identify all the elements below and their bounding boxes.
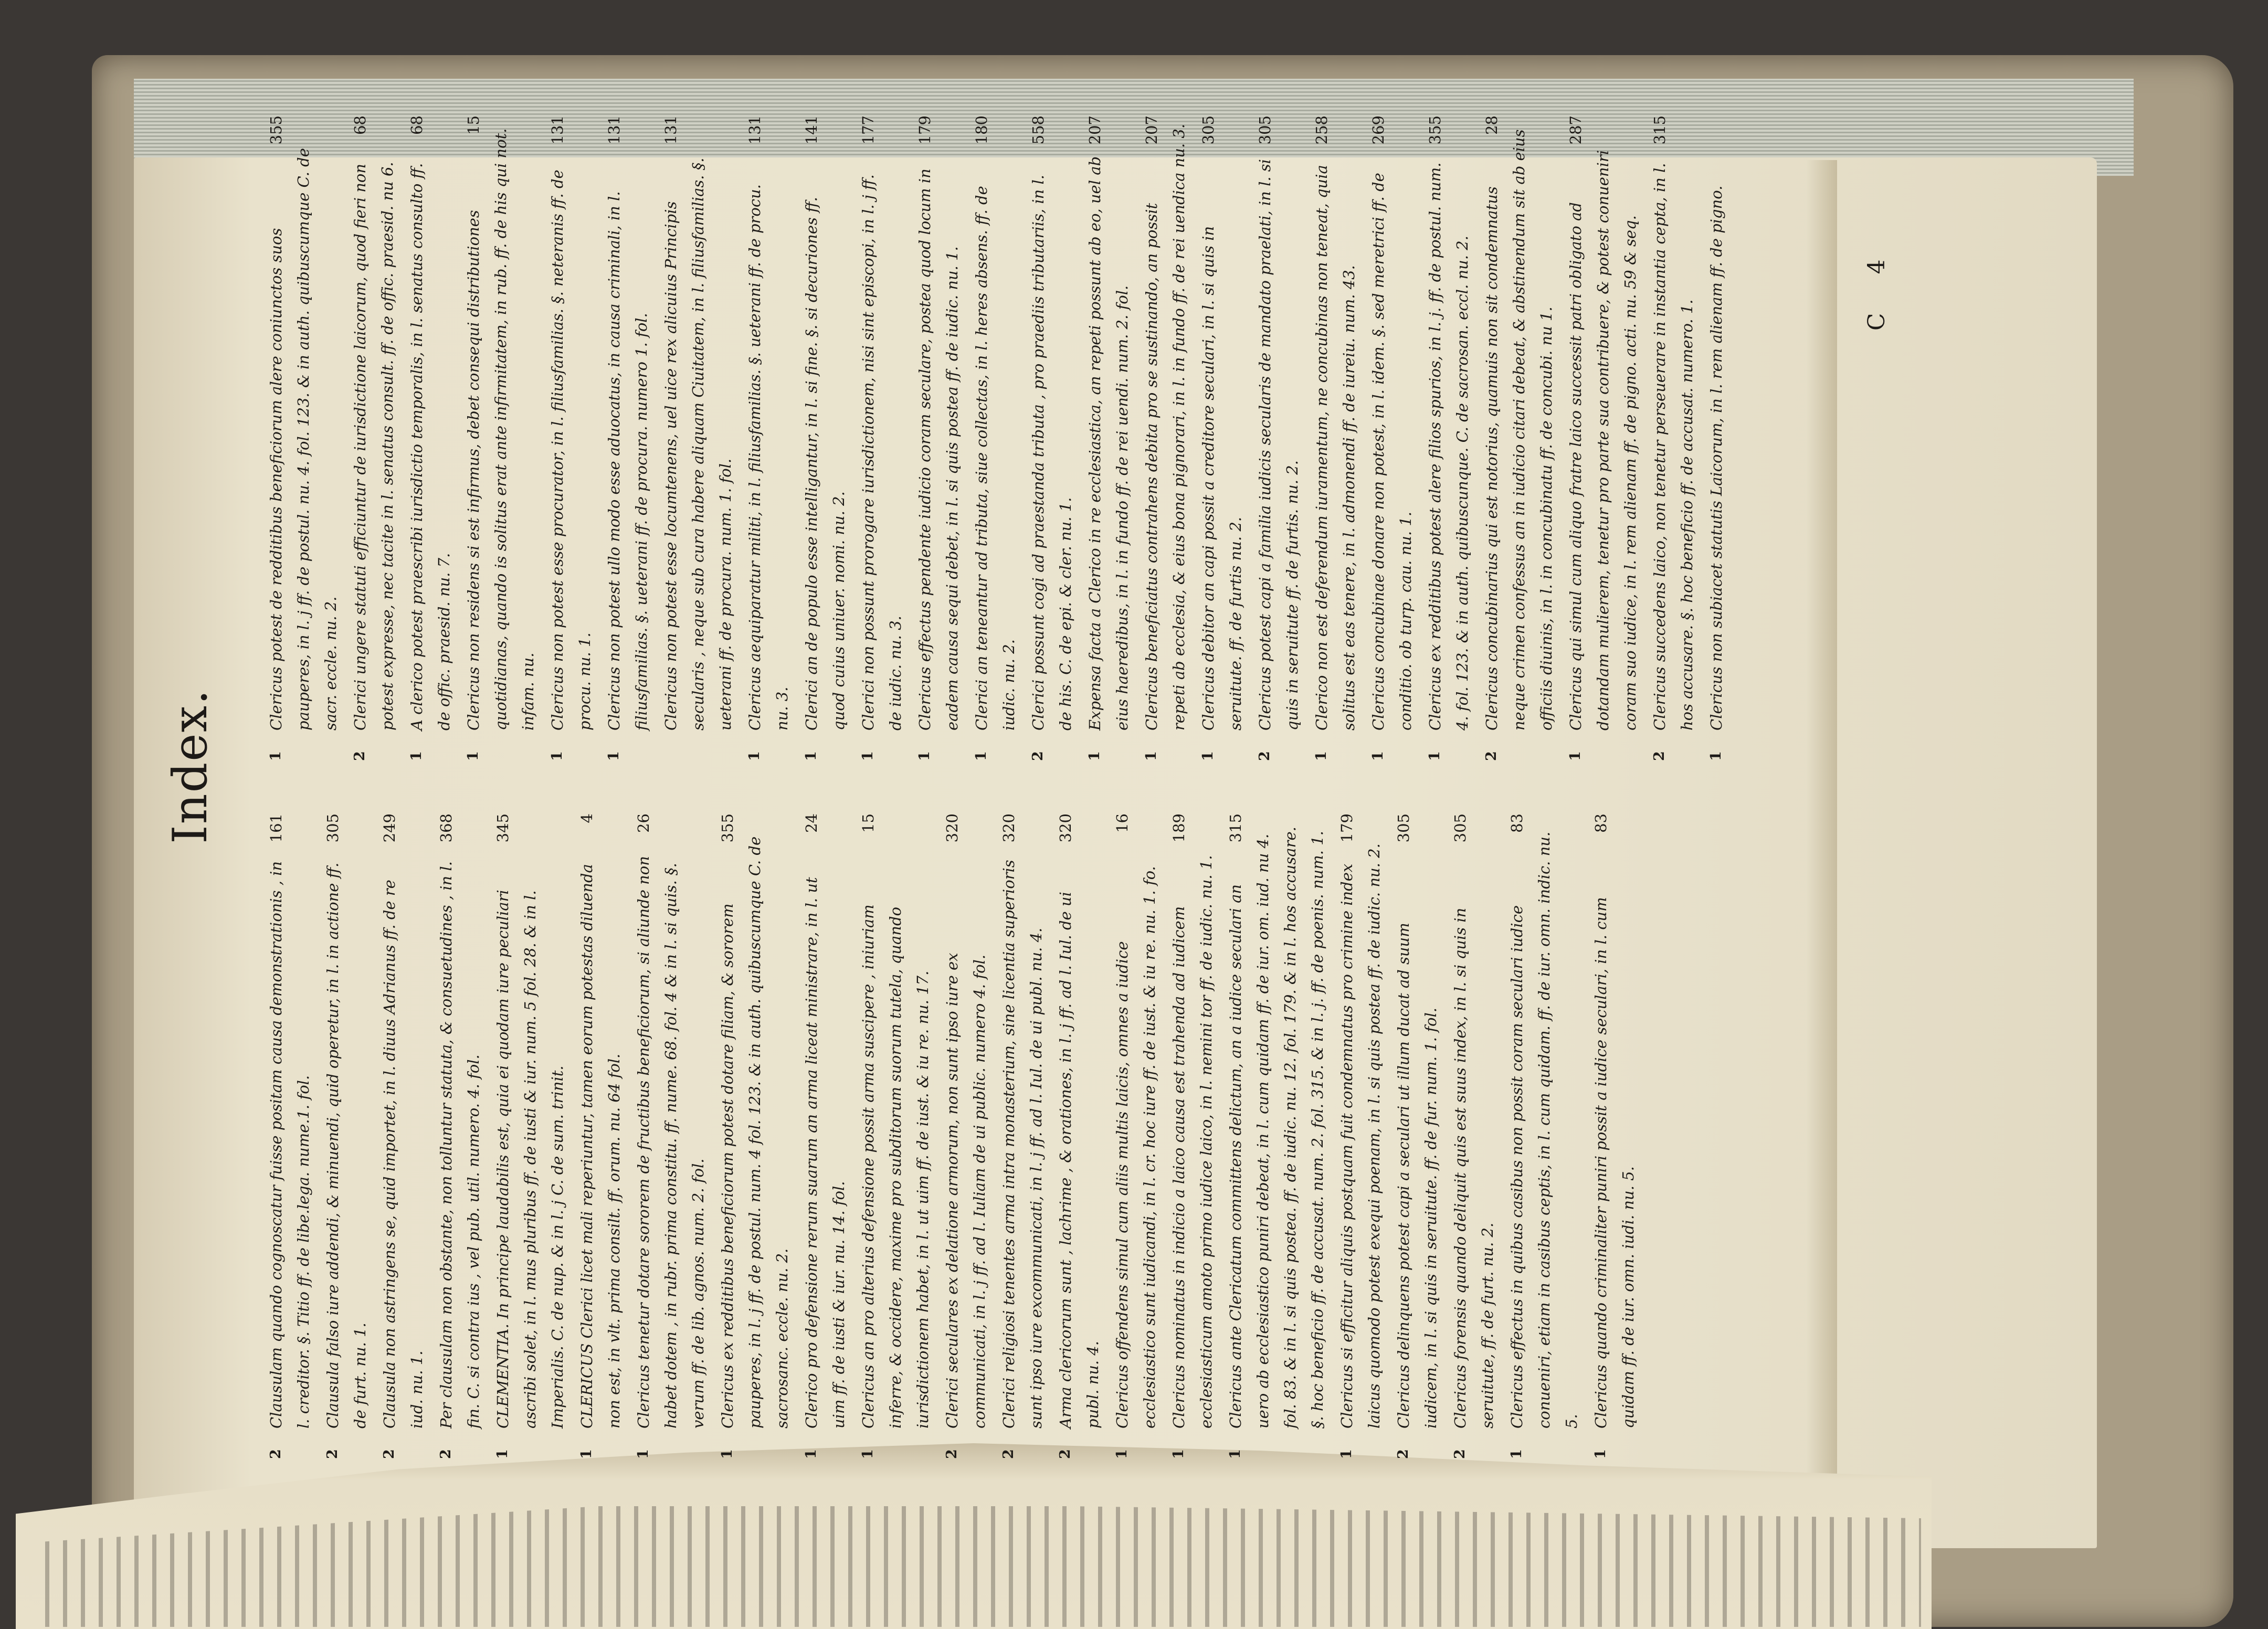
index-entry xyxy=(1447,813,1501,1459)
entry-number: 1 xyxy=(1338,1449,1355,1459)
entry-number: 1 xyxy=(719,1449,735,1459)
index-entry xyxy=(1222,813,1331,1459)
entry-text: Per clausulam non obstante, non tolluntur statuta, & consuetudines , in l. fin. C. si contra ius , vel pub. util. numero. 4. fol. xyxy=(437,861,482,1429)
entry-number: 1 xyxy=(1086,751,1103,761)
index-entry xyxy=(1025,115,1079,761)
index-entry xyxy=(376,813,430,1459)
entry-text: Clericus non potest esse procurator, in l. filiusfamilias. §. neteranis ff. de procu. nu. 1. xyxy=(548,170,594,731)
index-entry xyxy=(403,115,458,761)
page-header: Index. xyxy=(163,689,218,844)
entry-text: Clerici ungere statuti efficiuntur de iurisdictione laicorum, quod fieri non potest expresse, nec tacite in l. senatus consult. ff. de offic. praesid. nu 6. xyxy=(351,162,396,731)
entry-number: 2 xyxy=(352,751,368,761)
entry-page-ref: 180 xyxy=(973,115,990,145)
index-entry xyxy=(1587,813,1642,1459)
entry-number: 2 xyxy=(1257,751,1273,761)
entry-number: 1 xyxy=(1200,751,1216,761)
index-entry xyxy=(1333,813,1388,1459)
entry-page-ref: 345 xyxy=(494,813,512,843)
entry-page-ref: 141 xyxy=(803,115,820,145)
index-entry xyxy=(1308,115,1363,761)
entry-number: 1 xyxy=(746,751,763,761)
entry-number: 1 xyxy=(606,751,622,761)
entry-page-ref: 355 xyxy=(719,813,736,843)
entry-page-ref: 249 xyxy=(381,813,398,843)
index-entry xyxy=(855,115,909,761)
entry-text: Clericus debitor an capi possit a creditore seculari, in l. si quis in seruitute. ff. de furtis nu. 2. xyxy=(1199,226,1244,731)
entry-page-ref: 320 xyxy=(943,813,961,843)
entry-text: A clerico potest praescribi iurisdictio temporalis, in l. senatus consulto ff. de offic. praesid. nu. 7. xyxy=(408,163,453,731)
index-column-right xyxy=(262,115,1732,761)
entry-text: Clericus offendens simul cum aliis multis laicis, omnes a iudice ecclesiastico sunt iudicandi, in l. cr. hoc iure ff. de iust. & iu re. nu. 1. fo. xyxy=(1113,866,1158,1429)
index-entry xyxy=(1421,115,1476,761)
entry-page-ref: 68 xyxy=(408,115,426,135)
index-entry xyxy=(995,813,1050,1459)
index-entry xyxy=(938,813,993,1459)
entry-page-ref: 320 xyxy=(1057,813,1074,843)
index-entry xyxy=(1562,115,1644,761)
entry-number: 1 xyxy=(1708,751,1724,761)
entry-number: 1 xyxy=(465,751,481,761)
index-entry xyxy=(855,813,936,1459)
entry-page-ref: 24 xyxy=(803,813,820,833)
entry-text: Clausulam quando cognoscatur fuisse positam causa demonstrationis , in l. creditor. §. Titio ff. de libe.lega. nume.1. fol. xyxy=(267,861,312,1429)
entry-number: 2 xyxy=(1057,1449,1073,1459)
entry-page-ref: 355 xyxy=(267,115,285,145)
entry-page-ref: 179 xyxy=(916,115,934,145)
index-column-left xyxy=(262,813,1644,1459)
entry-number: 1 xyxy=(803,751,819,761)
entry-number: 1 xyxy=(860,751,876,761)
entry-page-ref: 558 xyxy=(1029,115,1047,145)
entry-page-ref: 131 xyxy=(662,115,680,145)
entry-number: 1 xyxy=(1370,751,1386,761)
entry-number: 1 xyxy=(268,751,284,761)
entry-text: Clericus potest de redditibus beneficiorum alere coniunctos suos pauperes, in l. j ff. de postul. nu. 4. fol. 123. & in auth. quibuscumque C. de sacr. eccle. nu. 2. xyxy=(267,148,340,731)
index-entry xyxy=(262,115,344,761)
entry-page-ref: 305 xyxy=(1199,115,1217,145)
entry-number: 2 xyxy=(1452,1449,1468,1459)
entry-text: Clericus an pro alterius defensione possit arma suscipere , iniuriam inferre, & occidere, maxime pro subditorum suorum tutela, quando iurisdictionem habet, in l. ut uim ff. de iust. & iu re. nu. 17. xyxy=(859,904,932,1429)
index-entry xyxy=(798,813,852,1459)
entry-text: Clericus aequiparatur militi, in l. filiusfamilias. §. ueterani ff. de procu. nu. 3. xyxy=(746,184,791,731)
entry-text: Clericus succedens laico, non tenetur perseuerare in instantia cepta, in l. hos accusare. §. hoc beneficio ff. de accusat. numero. 1. xyxy=(1651,163,1696,731)
entry-text: Clausula falso iure addendi, & minuendi, quid operetur, in l. in actione ff. de furt. nu. 1. xyxy=(324,862,369,1429)
entry-text: Clerico non est deferendum iuramentum, ne concubinas non teneat, quia solitus est eas tenere, in l. admonendi ff. de iureiu. num. 43. xyxy=(1313,165,1358,731)
index-entry xyxy=(460,115,542,761)
entry-page-ref: 131 xyxy=(548,115,566,145)
entry-page-ref: 4 xyxy=(578,813,596,823)
entry-number: 2 xyxy=(1651,751,1668,761)
index-entry xyxy=(262,813,317,1459)
entry-page-ref: 207 xyxy=(1143,115,1161,145)
entry-text: Clausula non astringens se, quid importet, in l. diuus Adrianus ff. de re iud. nu. 1. xyxy=(381,880,426,1429)
index-entry xyxy=(1478,115,1560,761)
entry-page-ref: 16 xyxy=(1113,813,1131,833)
entry-text: Clerico pro defensione rerum suarum an arma liceat ministrare, in l. ut uim ff. de iusti & iur. nu. 14. fol. xyxy=(803,877,848,1429)
entry-page-ref: 179 xyxy=(1338,813,1356,843)
entry-number: 1 xyxy=(549,751,565,761)
entry-text: Clericus non residens si est infirmus, debet consequi distributiones quotidianas, quando is solitus erat ante infirmitatem, in rub. ff. de his qui not. infam. nu. xyxy=(465,128,537,731)
entry-number: 2 xyxy=(1030,751,1046,761)
entry-text: Clericus ante Clericatum committens delictum, an a iudice seculari an uero ab ecclesiastico puniri debeat, in l. cum quidam ff. de iur. om. iud. nu 4. fol. 83. & in l. si quis postea. ff. de iudic. nu. 12. fol. 179. & in l. hos accusare. §. hoc beneficio ff. de accusat. num. 2. fol. 315. & in l. j. ff. de poenis. num. 1. xyxy=(1227,827,1326,1429)
index-entry xyxy=(1503,813,1585,1459)
index-entry xyxy=(911,115,966,761)
index-entry xyxy=(319,813,374,1459)
entry-page-ref: 177 xyxy=(859,115,877,145)
entry-page-ref: 161 xyxy=(267,813,285,843)
entry-text: Clericus non subiacet statutis Laicorum, in l. rem alienam ff. de pigno. xyxy=(1707,185,1725,731)
entry-page-ref: 131 xyxy=(746,115,764,145)
index-entry xyxy=(741,115,796,761)
entry-page-ref: 28 xyxy=(1483,115,1501,135)
entry-page-ref: 305 xyxy=(1451,813,1469,843)
entry-page-ref: 189 xyxy=(1170,813,1188,843)
entry-text: Clericus beneficiatus contrahens debita pro se sustinando, an possit repeti ab ecclesia, & eius bona pignorari, in l. in fundo ff. de rei uendica nu. 3. xyxy=(1143,123,1188,731)
index-entry xyxy=(630,813,712,1459)
entry-text: Clericus qui simul cum aliquo fratre laico successit patri obligato ad dotandam mulierem, tenetur pro parte sua contribuere, & potest conueniri coram suo iudice, in l. rem alienam ff. de pigno. acti. nu. 59 & seq. xyxy=(1567,150,1639,731)
index-entry xyxy=(573,813,628,1459)
entry-number: 1 xyxy=(1567,751,1584,761)
entry-page-ref: 315 xyxy=(1651,115,1669,145)
entry-text: Clericus ex redditibus potest alere filios spurios, in l. j. ff. de postul. num. 4. fol. 123. & in auth. quibuscunque. C. de sacrosan. eccl. nu. 2. xyxy=(1426,162,1471,731)
index-entry xyxy=(1138,115,1193,761)
entry-page-ref: 355 xyxy=(1426,115,1444,145)
entry-number: 2 xyxy=(268,1449,284,1459)
index-entry xyxy=(489,813,571,1459)
entry-text: Clerici religiosi tenentes arma intra monasterium, sine licentia superioris sunt ipso iure excommunicati, in l. j ff. ad l. Iul. de ui publ. nu. 4. xyxy=(1000,860,1045,1429)
entry-number: 1 xyxy=(803,1449,819,1459)
index-entry xyxy=(1165,813,1220,1459)
entry-page-ref: 368 xyxy=(437,813,455,843)
entry-page-ref: 131 xyxy=(605,115,623,145)
entry-number: 1 xyxy=(1313,751,1330,761)
entry-page-ref: 207 xyxy=(1086,115,1104,145)
entry-text: Clerici seculares ex delatione armorum, non sunt ipso iure ex communicati, in l. j ff. ad l. Iuliam de ui public. numero 4. fol. xyxy=(943,953,988,1429)
index-entry xyxy=(714,813,796,1459)
entry-text: Clericus tenetur dotare sororem de fructibus beneficiorum, si aliunde non habet dotem , in rubr. prima constitu. ff. nume. 68. fol. 4 & in l. si quis. §. verum ff. de lib. agnos. num. 2. fol. xyxy=(635,856,707,1429)
index-entry xyxy=(657,115,739,761)
entry-text: Expensa facta a Clerico in re ecclesiastica, an repeti possunt ab eo, uel ab eius haeredibus, in l. in fundo ff. de rei uendi. num. 2. fol. xyxy=(1086,156,1131,731)
entry-page-ref: 68 xyxy=(351,115,369,135)
entry-number: 2 xyxy=(1395,1449,1411,1459)
signature-mark: C 4 xyxy=(1863,244,1890,331)
entry-page-ref: 26 xyxy=(635,813,652,833)
index-entry xyxy=(1109,813,1163,1459)
entry-page-ref: 15 xyxy=(859,813,877,833)
index-entry xyxy=(968,115,1022,761)
entry-number: 1 xyxy=(1170,1449,1187,1459)
previous-page-text-texture xyxy=(31,1506,1921,1627)
entry-number: 1 xyxy=(1592,1449,1609,1459)
entry-number: 1 xyxy=(860,1449,876,1459)
entry-page-ref: 258 xyxy=(1313,115,1331,145)
entry-text: Clerici non possunt prorogare iurisdictionem, nisi sint episcopi, in l. j ff. de iudic. nu. 3. xyxy=(859,174,904,731)
index-page-content xyxy=(157,73,1974,1459)
entry-number: 2 xyxy=(1483,751,1500,761)
entry-number: 1 xyxy=(635,1449,651,1459)
index-entry xyxy=(1703,115,1730,761)
entry-number: 1 xyxy=(916,751,933,761)
entry-text: Clerici possunt cogi ad praestanda tributa , pro praediis tributariis, in l. de his. C. de epi. & cler. nu. 1. xyxy=(1029,175,1074,731)
entry-number: 2 xyxy=(1000,1449,1017,1459)
entry-number: 1 xyxy=(1509,1449,1525,1459)
entry-text: Arma clericorum sunt , lachrime , & orationes, in l. j ff. ad l. Iul. de ui publ. nu. 4. xyxy=(1057,892,1102,1429)
entry-number: 2 xyxy=(944,1449,960,1459)
entry-number: 1 xyxy=(1227,1449,1243,1459)
index-entry xyxy=(798,115,852,761)
entry-text: Clericus ex redditibus beneficiorum potest dotare filiam, & sororem pauperes, in l. j ff. de postul. num. 4 fol. 123. & in auth. quibuscumque C. de sacrosanc. eccle. nu. 2. xyxy=(719,836,791,1429)
index-entry xyxy=(346,115,401,761)
index-entry xyxy=(544,115,598,761)
entry-text: Clericus concubinae donare non potest, in l. idem. §. sed meretrici ff. de conditio. ob turp. cau. nu. 1. xyxy=(1369,173,1415,731)
index-entry xyxy=(1052,813,1106,1459)
entry-text: CLEMENTIA. In principe laudabilis est, quia ei quodam iure peculiari ascribi solet, in l. mus pluribus ff. de iusti & iur. num. 5 fol. 28. & in l. Imperialis. C. de nup. & in l. j C. de sum. trinit. xyxy=(494,890,566,1429)
entry-number: 2 xyxy=(438,1449,454,1459)
entry-text: Clerici an teneantur ad tributa, siue collectas, in l. heres absens. ff. de iudic. nu. 2. xyxy=(973,186,1018,731)
entry-number: 1 xyxy=(408,751,425,761)
entry-page-ref: 320 xyxy=(1000,813,1018,843)
index-entry xyxy=(1646,115,1701,761)
entry-text: Clericus concubinarius qui est notorius, quamuis non sit condemnatus neque crimen confessus an in iudicio citari debeat, & abstinendum sit ab eius officiis diuinis, in l. in concubinatu ff. de concubi. nu 1. xyxy=(1483,129,1555,731)
entry-number: 1 xyxy=(494,1449,511,1459)
entry-text: Clericus quando criminaliter puniri possit a iudice seculari, in l. cum quidam ff. de iur. omn. iudi. nu. 5. xyxy=(1592,897,1637,1429)
entry-number: 1 xyxy=(1114,1449,1130,1459)
index-entry xyxy=(1251,115,1306,761)
entry-number: 2 xyxy=(324,1449,341,1459)
entry-number: 2 xyxy=(381,1449,397,1459)
entry-page-ref: 305 xyxy=(1256,115,1274,145)
entry-text: Clerici an de populo esse intelligantur, in l. si fine. §. si decuriones ff. quod cuius uniuer. nomi. nu. 2. xyxy=(803,197,848,731)
entry-number: 1 xyxy=(1143,751,1159,761)
entry-number: 1 xyxy=(1427,751,1443,761)
entry-text: Clericus si efficitur aliquis postquam fuit condemnatus pro crimine index laicus quomodo potest exequi poenam, in l. si quis postea ff. de iudic. nu. 2. xyxy=(1338,843,1383,1429)
entry-page-ref: 269 xyxy=(1369,115,1387,145)
entry-text: CLERICUS Clerici licet mali reperiuntur, tamen eorum potestas diluenda non est, in vlt. prima consilt. ff. orum. nu. 64 fol. xyxy=(578,864,623,1429)
index-entry xyxy=(600,115,655,761)
entry-text: Clericus forensis quando deliquit quis est suus index, in l. si quis in seruitute, ff. de furt. nu. 2. xyxy=(1451,907,1496,1429)
index-entry xyxy=(432,813,487,1459)
entry-text: Clericus non potest esse locumtenens, uel uice rex alicuius Principis secularis , neque sub cura habere aliquam Ciuitatem, in l. filiusfamilias. §. ueterani ff. de procura. num. 1. fol. xyxy=(662,157,734,731)
entry-text: Clericus nominatus in indicio a laico causa est trahenda ad iudicem ecclesiasticum amoto primo iudice laico, in l. nemini tor ff. de iudic. nu. 1. xyxy=(1170,855,1215,1429)
entry-page-ref: 305 xyxy=(1395,813,1412,843)
entry-text: Clericus delinquens potest capi a seculari ut illum ducat ad suum iudicem, in l. si quis in seruitute. ff. de fur. num. 1. fol. xyxy=(1395,923,1440,1429)
entry-page-ref: 305 xyxy=(324,813,342,843)
entry-text: Clericus non potest ullo modo esse aduocatus, in causa criminali, in l. filiusfamilias. §. ueterani ff. de procura. numero 1. fol. xyxy=(605,191,650,731)
entry-text: Clericus effectus in quibus casibus non possit coram seculari iudice conueniri, etiam in casibus ceptis, in l. cum quidam. ff. de iur. omn. indic. nu. 5. xyxy=(1508,831,1580,1429)
entry-page-ref: 83 xyxy=(1592,813,1610,833)
entry-page-ref: 315 xyxy=(1227,813,1244,843)
index-entry xyxy=(1081,115,1136,761)
index-entry xyxy=(1390,813,1444,1459)
index-entry xyxy=(1365,115,1419,761)
entry-page-ref: 83 xyxy=(1508,813,1526,833)
entry-page-ref: 15 xyxy=(465,115,482,135)
index-entry xyxy=(1195,115,1249,761)
entry-page-ref: 287 xyxy=(1567,115,1585,145)
entry-text: Clericus potest capi a familia iudicis secularis de mandato praelati, in l. si quis in seruitute ff. de furtis. nu. 2. xyxy=(1256,159,1301,731)
entry-number: 1 xyxy=(973,751,989,761)
entry-text: Clericus effectus pendente iudicio coram seculare, postea quod locum in eadem causa sequi debet, in l. si quis postea ff. de iudic. nu. 1. xyxy=(916,168,961,731)
entry-number: 1 xyxy=(578,1449,595,1459)
